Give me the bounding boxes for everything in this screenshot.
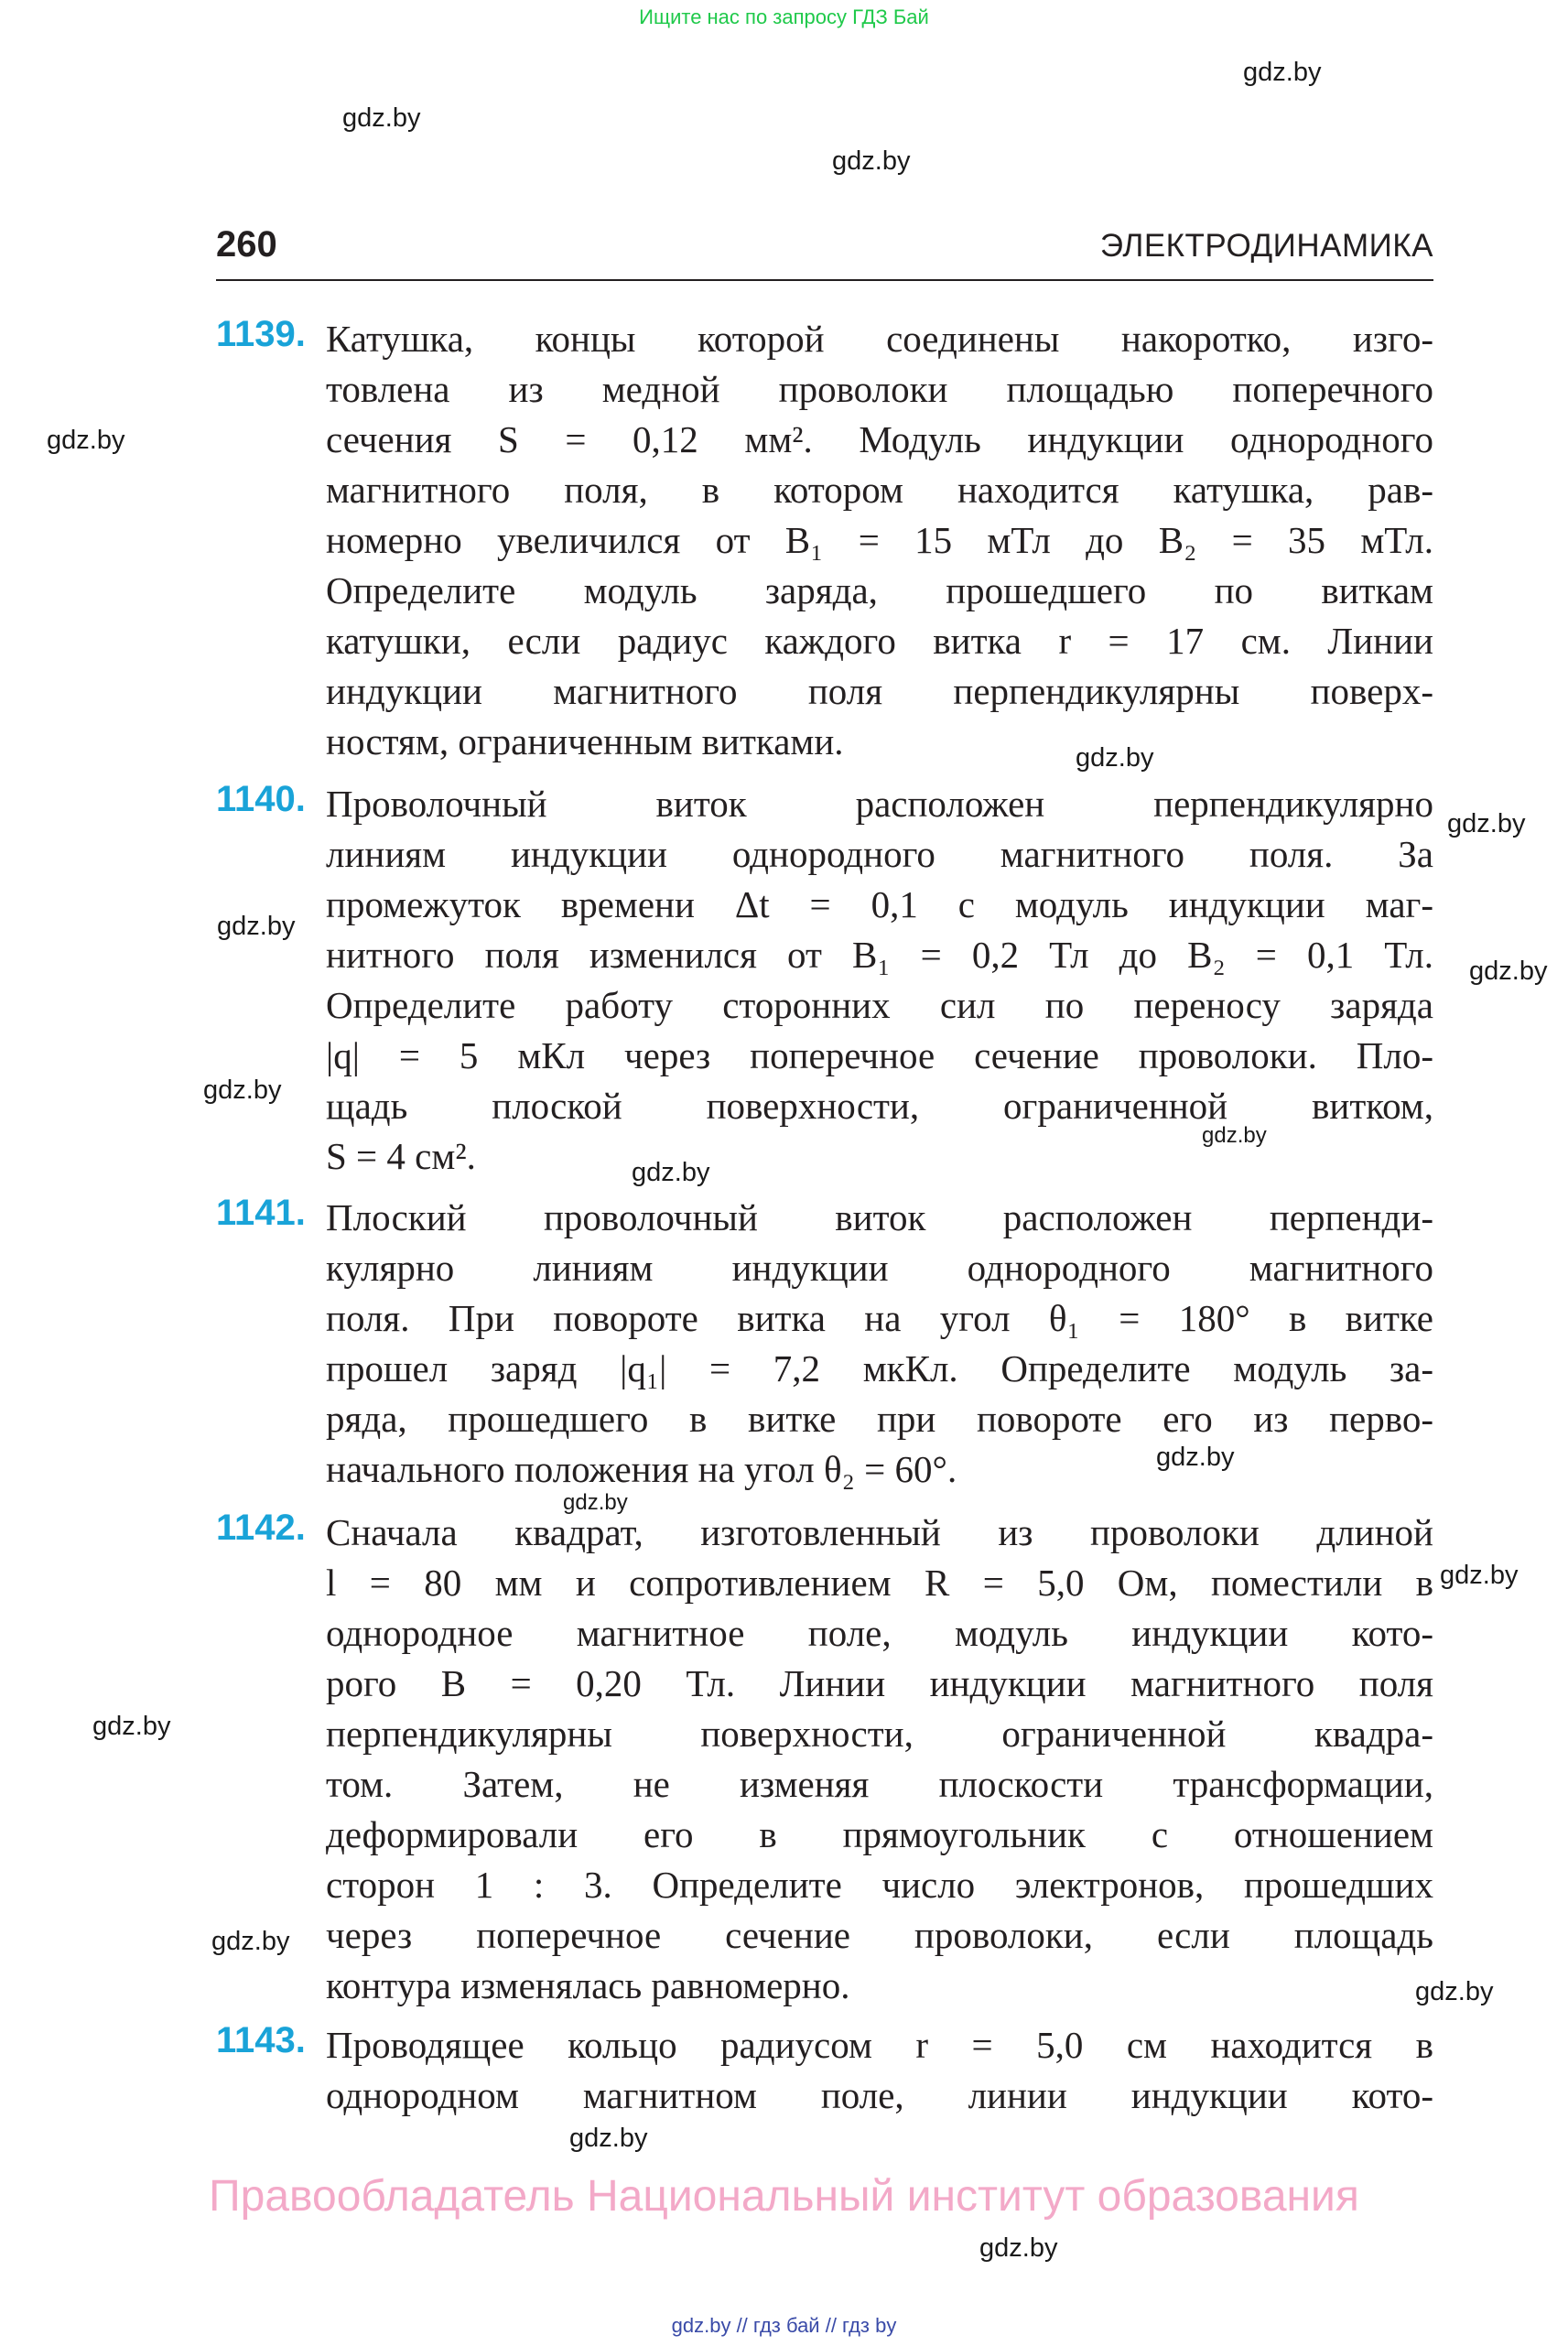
watermark: gdz.by [217, 912, 296, 941]
watermark: gdz.by [1202, 1123, 1267, 1148]
problem-text-line: Проводящее кольцо радиусом r = 5,0 см находится в [326, 2024, 1433, 2066]
section-title: ЭЛЕКТРОДИНАМИКА [1099, 228, 1433, 264]
problem-text-line: кулярно линиям индукции однородного магнитного [326, 1247, 1433, 1289]
problem-text-line: ностям, ограниченным витками. [326, 720, 844, 762]
watermark: gdz.by [1447, 809, 1526, 838]
problem-text-line: том. Затем, не изменяя плоскости трансформации, [326, 1763, 1433, 1805]
problem-text-line: Определите модуль заряда, прошедшего по виткам [326, 569, 1433, 611]
problem-text-line: |q| = 5 мКл через поперечное сечение проволоки. Пло- [326, 1034, 1433, 1076]
watermark: gdz.by [979, 2233, 1058, 2263]
problem-number: 1140. [216, 779, 306, 819]
watermark: gdz.by [92, 1712, 171, 1741]
watermark: gdz.by [211, 1927, 290, 1956]
watermark: gdz.by [1076, 743, 1154, 773]
problem-number: 1139. [216, 314, 306, 354]
watermark: gdz.by [1415, 1977, 1494, 2006]
problem-text-line: Сначала квадрат, изготовленный из проволоки длиной [326, 1511, 1433, 1553]
watermark: gdz.by [563, 1490, 628, 1515]
problem-text-line: товлена из медной проволоки площадью поперечного [326, 368, 1433, 410]
problem-text-line: S = 4 см². [326, 1135, 476, 1177]
problem-text-line: l = 80 мм и сопротивлением R = 5,0 Ом, поместили в [326, 1562, 1433, 1604]
problem-number: 1142. [216, 1508, 306, 1548]
watermark: gdz.by [342, 103, 421, 133]
top-search-note: Ищите нас по запросу ГДЗ Бай [639, 5, 929, 28]
watermark: gdz.by [1243, 58, 1322, 87]
problem-text-line: нитного поля изменился от B₁ = 0,2 Тл до B₂ = 0,1 Тл. [326, 934, 1433, 976]
page-number: 260 [216, 224, 277, 265]
problem-text-line: начального положения на угол θ₂ = 60°. [326, 1448, 957, 1490]
problem-text-line: контура изменялась равномерно. [326, 1964, 850, 2006]
problem-text-line: Проволочный виток расположен перпендикулярно [326, 783, 1433, 825]
watermark: gdz.by [1469, 957, 1548, 986]
problem-text-line: промежуток времени Δt = 0,1 с модуль индукции маг- [326, 883, 1433, 925]
watermark: gdz.by [1440, 1561, 1519, 1590]
watermark: gdz.by [632, 1158, 710, 1187]
problem-text-line: щадь плоской поверхности, ограниченной витком, [326, 1085, 1433, 1127]
problem-text-line: индукции магнитного поля перпендикулярны поверх- [326, 670, 1433, 712]
problem-text-line: Плоский проволочный виток расположен перпенди- [326, 1196, 1433, 1238]
problem-text-line: через поперечное сечение проволоки, если площадь [326, 1914, 1433, 1956]
problem-text-line: линиям индукции однородного магнитного поля. За [326, 833, 1433, 875]
problem-text-line: однородном магнитном поле, линии индукции кото- [326, 2074, 1433, 2116]
copyright-footer: Правообладатель Национальный институт образования [209, 2172, 1359, 2221]
page-header [216, 222, 1433, 281]
bottom-links: gdz.by // гдз бай // гдз by [671, 2314, 897, 2337]
problem-text-line: перпендикулярны поверхности, ограниченной квадра- [326, 1713, 1433, 1755]
problem-text-line: ряда, прошедшего в витке при повороте его из перво- [326, 1398, 1433, 1440]
problem-text-line: прошел заряд |q₁| = 7,2 мкКл. Определите модуль за- [326, 1347, 1433, 1389]
watermark: gdz.by [47, 426, 125, 455]
problem-text-line: Катушка, концы которой соединены накоротко, изго- [326, 318, 1433, 360]
problem-text-line: сторон 1 : 3. Определите число электронов, прошедших [326, 1864, 1433, 1906]
watermark: gdz.by [203, 1076, 282, 1105]
problem-text-line: деформировали его в прямоугольник с отношением [326, 1813, 1433, 1855]
problem-text-line: рого B = 0,20 Тл. Линии индукции магнитного поля [326, 1662, 1433, 1704]
problem-text-line: катушки, если радиус каждого витка r = 17 см. Линии [326, 620, 1433, 662]
problem-number: 1143. [216, 2020, 306, 2060]
problem-text-line: поля. При повороте витка на угол θ₁ = 180° в витке [326, 1297, 1433, 1339]
problem-text-line: Определите работу сторонних сил по переносу заряда [326, 984, 1433, 1026]
watermark: gdz.by [569, 2124, 648, 2153]
problem-text-line: магнитного поля, в котором находится катушка, рав- [326, 469, 1433, 511]
watermark: gdz.by [1156, 1443, 1235, 1472]
problem-number: 1141. [216, 1193, 306, 1233]
problem-text-line: номерно увеличился от B₁ = 15 мТл до B₂ = 35 мТл. [326, 519, 1433, 561]
problem-text-line: сечения S = 0,12 мм². Модуль индукции однородного [326, 418, 1433, 460]
problem-text-line: однородное магнитное поле, модуль индукции кото- [326, 1612, 1433, 1654]
watermark: gdz.by [832, 146, 911, 176]
